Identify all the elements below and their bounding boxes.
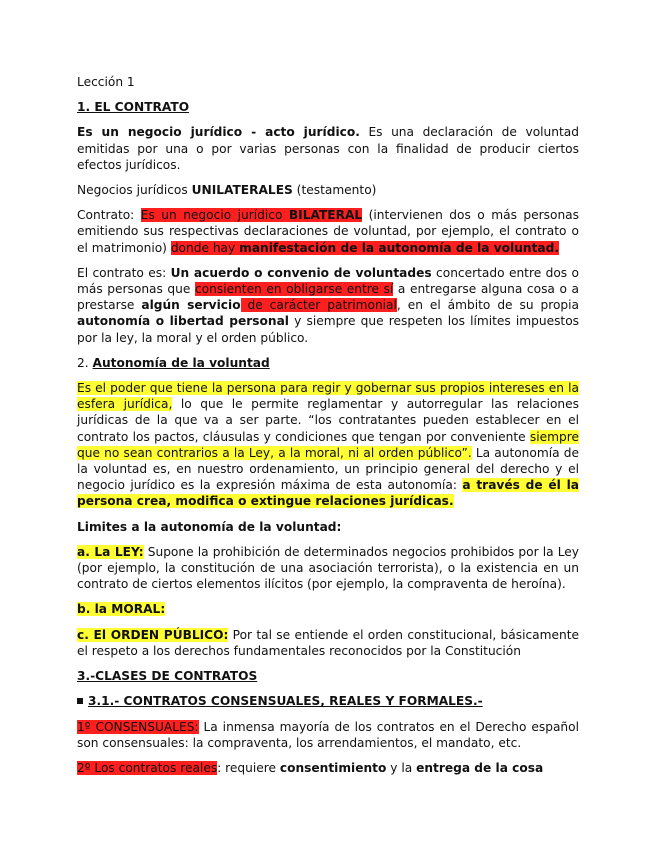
lesson-label: Lección 1 xyxy=(77,75,135,89)
paragraph-unilateral: Negocios jurídicos UNILATERALES (testamento) xyxy=(77,183,377,198)
paragraph-contrato-es: El contrato es: Un acuerdo o convenio de voluntades concertado entre dos o más personas que consienten en obligarse entre sí a entregarse alguna cosa o a prestarse algún servicio de carácter patrimonial, en el ámbito de su propia autonomía o libertad personal y siempre que respeten los límites impuestos por la ley, la moral y el orden público. xyxy=(77,265,580,345)
limit-ley: a. La LEY: Supone la prohibición de determinados negocios prohibidos por la Ley (por ejemplo, la constitución de una asociación terrorista), o la existencia en un contrato de ciertos elementos ilícitos (por ejemplo, la compraventa de heroína). xyxy=(77,544,580,592)
paragraph-autonomia: Es el poder que tiene la persona para regir y gobernar sus propios intereses en la esfera jurídica, lo que le permite reglamentar y autorregular las relaciones jurídicas de la que va a ser parte. “los contratantes pueden establecer en el contrato los pactos, cláusulas y condiciones que tengan por conveniente siempre que no sean contrarios a la Ley, a la moral, ni al orden público”. La autonomía de la voluntad es, en nuestro ordenamiento, un principio general del derecho y el negocio jurídico es la expresión máxima de esta autonomía: a través de él la persona crea, modifica o extingue relaciones jurídicas. xyxy=(77,381,579,509)
section-heading-3-1: 3.1.- CONTRATOS CONSENSUALES, REALES Y FORMALES.- xyxy=(77,693,579,709)
limit-orden-publico: c. El ORDEN PÚBLICO: Por tal se entiende el orden constitucional, básicamente el respeto a los derechos fundamentales reconocidos por la Constitución xyxy=(77,627,580,658)
paragraph-contrato: Contrato: Es un negocio jurídico BILATERAL (intervienen dos o más personas emitiendo sus respectivas declaraciones de voluntad, por ejemplo, el contrato o el matrimonio) donde hay manifestación de la autonomía de la voluntad. xyxy=(77,208,579,255)
section-heading-2: 2. Autonomía de la voluntad xyxy=(77,355,270,370)
section-heading-3: 3.-CLASES DE CONTRATOS xyxy=(77,669,258,684)
section-heading-1: 1. EL CONTRATO xyxy=(77,100,190,115)
paragraph-reales: 2º Los contratos reales: requiere consentimiento y la entrega de la cosa xyxy=(77,760,544,775)
paragraph-definition: Es un negocio jurídico - acto jurídico. Es una declaración de voluntad emitidas por una o por varias personas con la finalidad de producir ciertos efectos jurídicos. xyxy=(77,125,579,172)
paragraph-consensuales: 1º CONSENSUALES: La inmensa mayoría de los contratos en el Derecho español son consensuales: la compraventa, los arrendamientos, el mandato, etc. xyxy=(77,719,579,750)
square-bullet-icon xyxy=(77,698,83,704)
document-page xyxy=(77,74,579,785)
limits-title: Limites a la autonomía de la voluntad: xyxy=(77,519,342,534)
limit-moral: b. la MORAL: xyxy=(77,602,166,617)
